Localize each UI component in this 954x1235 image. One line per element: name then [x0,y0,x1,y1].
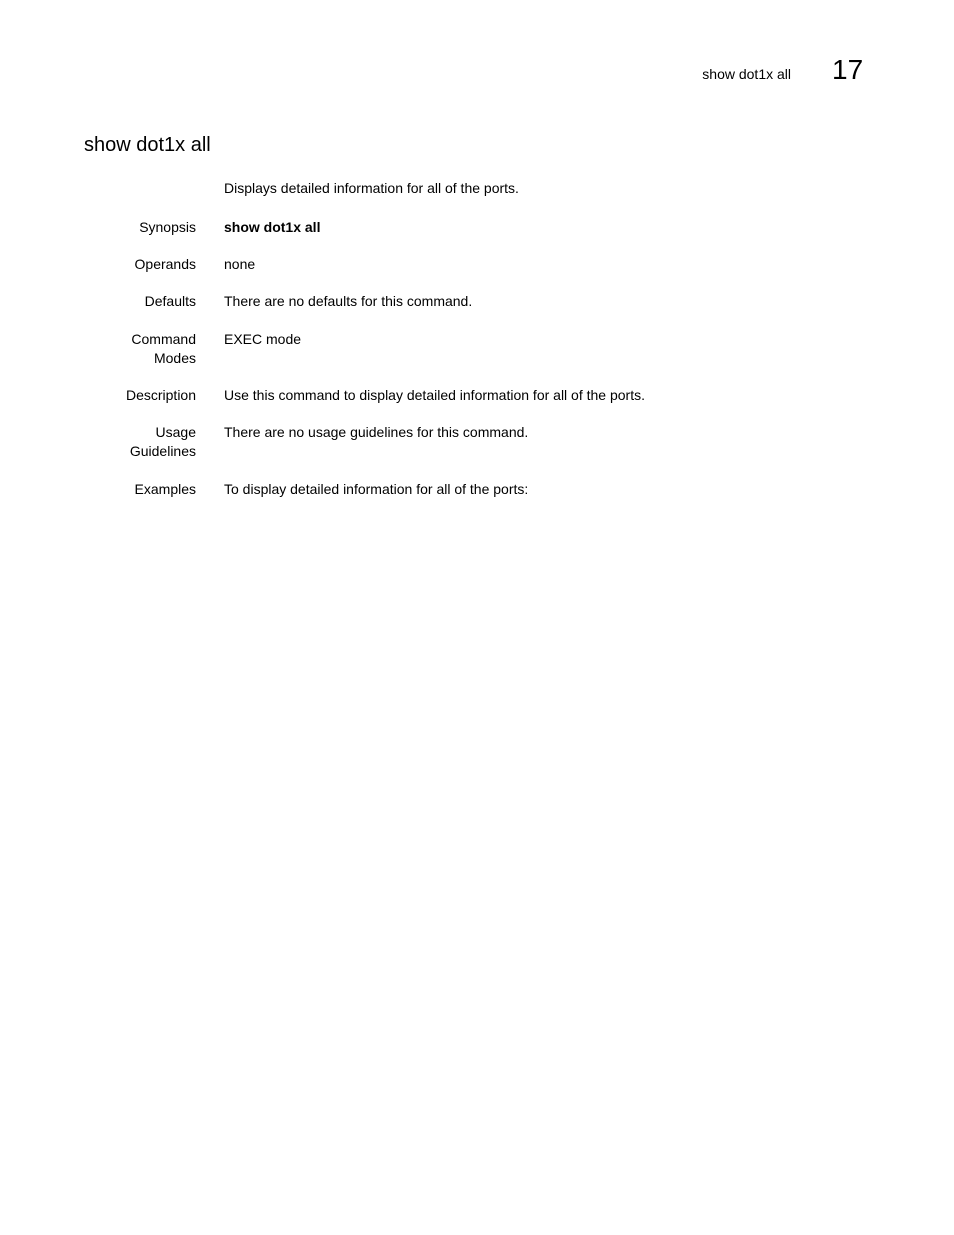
running-title: show dot1x all [702,66,791,82]
operands-label: Operands [134,256,196,272]
command-modes-label [76,330,196,368]
description-value: Use this command to display detailed information for all of the ports. [224,387,645,403]
running-header [0,54,954,90]
operands-value: none [224,256,256,272]
examples-label: Examples [134,481,196,497]
command-title: show dot1x all [84,134,211,156]
description-label: Description [125,387,196,403]
defaults-value: There are no defaults for this command. [224,293,473,309]
command-modes-label-line2: Modes [153,350,196,366]
synopsis-value: show dot1x all [224,219,321,235]
chapter-number: 17 [832,54,864,85]
usage-guidelines-value: There are no usage guidelines for this command. [224,424,529,440]
defaults-label: Defaults [144,293,196,309]
usage-label-line2: Guidelines [129,443,196,459]
usage-guidelines-label [76,423,196,461]
examples-value: To display detailed information for all of the ports: [224,481,529,497]
command-modes-label-line1: Command [131,331,196,347]
command-modes-value: EXEC mode [224,331,302,347]
usage-label-line1: Usage [155,424,196,440]
command-intro: Displays detailed information for all of the ports. [224,180,519,196]
synopsis-label: Synopsis [139,219,196,235]
